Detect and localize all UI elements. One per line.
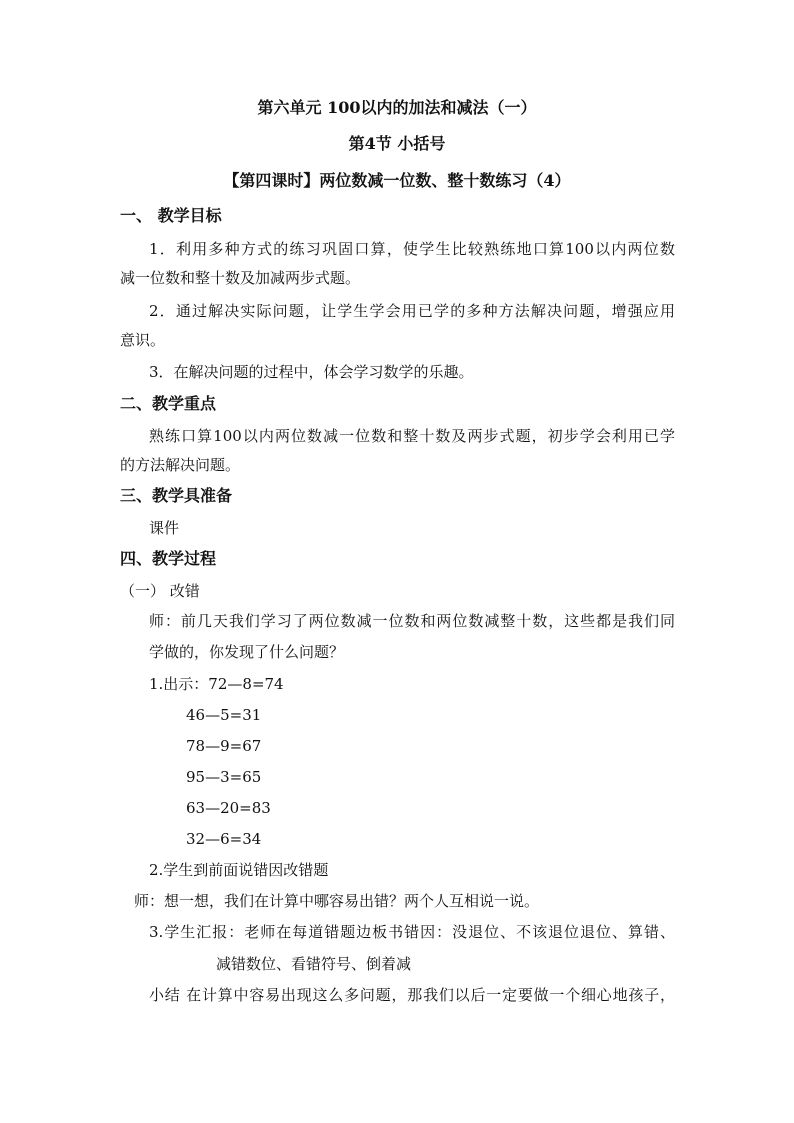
goal-1-line-1: 1．利用多种方式的练习巩固口算，使学生比较熟练地口算100以内两位数 xyxy=(149,240,675,258)
teacher-prompt: 师：想一想，我们在计算中哪容易出错？两个人互相说一说。 xyxy=(134,892,540,910)
step-3-line-1: 3.学生汇报：老师在每道错题边板书错因：没退位、不该退位退位、算错、 xyxy=(149,923,675,941)
equation-6: 32—6=34 xyxy=(186,830,262,848)
step-2: 2.学生到前面说错因改错题 xyxy=(149,861,329,879)
heading-teaching-goals: 一、 教学目标 xyxy=(120,206,222,225)
equation-4: 95—3=65 xyxy=(186,768,262,786)
key-points-line-2: 的方法解决问题。 xyxy=(120,456,241,474)
teacher-intro-line-2: 学做的，你发现了什么问题？ xyxy=(149,643,345,661)
section-title: 第4节 小括号 xyxy=(348,134,446,153)
unit-title: 第六单元 100以内的加法和减法（一） xyxy=(257,98,537,117)
heading-materials: 三、教学具准备 xyxy=(120,486,233,505)
teacher-intro-line-1: 师：前几天我们学习了两位数减一位数和两位数减整十数，这些都是我们同 xyxy=(149,612,675,630)
key-points-line-1: 熟练口算100以内两位数减一位数和整十数及两步式题，初步学会利用已学 xyxy=(149,427,675,445)
summary-line: 小结 在计算中容易出现这么多问题，那我们以后一定要做一个细心地孩子， xyxy=(149,986,675,1004)
goal-3: 3．在解决问题的过程中，体会学习数学的乐趣。 xyxy=(149,363,474,381)
heading-process: 四、教学过程 xyxy=(120,549,217,568)
materials-text: 课件 xyxy=(149,519,180,537)
subsection-correction: （一） 改错 xyxy=(120,582,200,600)
goal-1-line-2: 减一位数和整十数及加减两步式题。 xyxy=(120,269,361,287)
equation-2: 46—5=31 xyxy=(186,706,262,724)
equation-5: 63—20=83 xyxy=(186,799,271,817)
equation-shown-1: 1.出示：72—8=74 xyxy=(149,675,284,693)
goal-2-line-2: 意识。 xyxy=(120,331,166,349)
equation-3: 78—9=67 xyxy=(186,737,262,755)
goal-2-line-1: 2．通过解决实际问题，让学生学会用已学的多种方法解决问题，增强应用 xyxy=(149,302,675,320)
lesson-title: 【第四课时】两位数减一位数、整十数练习（4） xyxy=(223,171,571,190)
heading-key-points: 二、教学重点 xyxy=(120,394,217,413)
step-3-line-2: 减错数位、看错符号、倒着减 xyxy=(216,955,412,973)
